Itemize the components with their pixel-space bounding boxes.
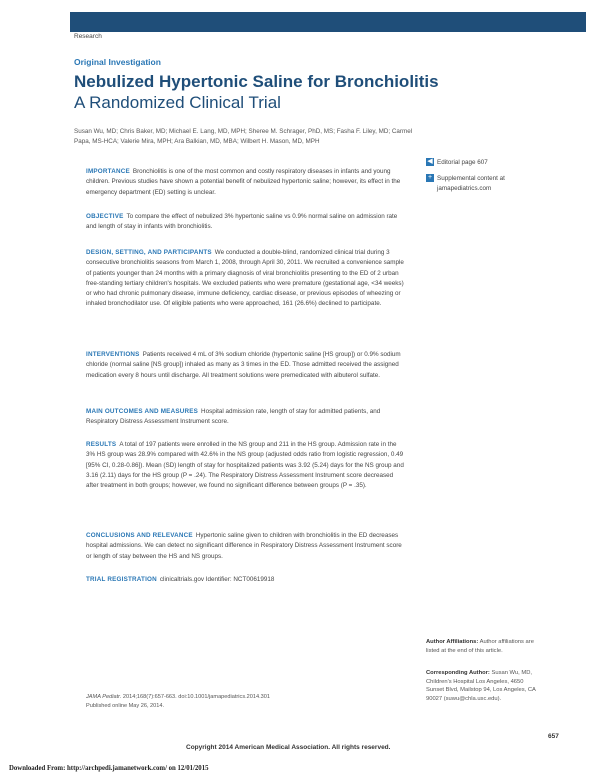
journal-header-bar [70, 12, 586, 32]
corresponding-author [426, 669, 538, 703]
trial-registration-link[interactable]: clinicaltrials.gov Identifier: NCT00619918 [159, 576, 275, 583]
abstract-label: IMPORTANCE [86, 168, 130, 175]
abstract-results [86, 440, 406, 491]
abstract-outcomes [86, 407, 406, 428]
citation-journal: JAMA Pediatr. [86, 694, 122, 700]
abstract-text: Patients received 4 mL of 3% sodium chloride (hypertonic saline [HS group]) or 0.9% sodium chloride (normal saline [NS group]) inhaled as many as 3 times in the ED. Those admitted received the assigned medication every 8 hours until discharge. All treatment solutions were premedicated with albuterol sulfate. [86, 351, 401, 379]
abstract-text: Hospital admission rate, length of stay for admitted patients, and Respiratory Distress Assessment Instrument score. [86, 408, 381, 426]
download-notice: Downloaded From: http://archpedi.jamanetwork.com/ on 12/01/2015 [9, 765, 209, 772]
author-affiliations [426, 638, 538, 655]
article-title: Nebulized Hypertonic Saline for Bronchiolitis [74, 72, 439, 91]
abstract-text: Hypertonic saline given to children with bronchiolitis in the ED decreases hospital admissions. We can detect no significant difference in Respiratory Distress Assessment Instrument score or length of stay between the HS and NS groups. [86, 532, 402, 560]
author-list: Susan Wu, MD; Chris Baker, MD; Michael E. Lang, MD, MPH; Sheree M. Schrager, PhD, MS; Fasha F. Liley, MD; Carmel Papa, MS-HCA; Valerie Mira, MPH; Ara Balkian, MD, MBA; Wilbert H. Mason, MD, MPH [74, 128, 413, 145]
page-number: 657 [548, 733, 559, 740]
editorial-link[interactable] [426, 158, 488, 168]
abstract-interventions [86, 350, 406, 381]
abstract-trial-registration [86, 575, 406, 585]
abstract-objective [86, 212, 406, 233]
plus-icon: + [427, 174, 433, 181]
corresponding-label: Corresponding Author: [426, 670, 490, 676]
editorial-text: Editorial page 607 [437, 159, 488, 166]
abstract-label: CONCLUSIONS AND RELEVANCE [86, 532, 193, 539]
supplemental-link[interactable] [426, 174, 536, 194]
abstract-label: DESIGN, SETTING, AND PARTICIPANTS [86, 249, 212, 256]
abstract-design [86, 248, 406, 310]
supplemental-text: Supplemental content at jamapediatrics.com [437, 175, 505, 192]
abstract-label: TRIAL REGISTRATION [86, 576, 157, 583]
abstract-importance [86, 167, 406, 198]
copyright: Copyright 2014 American Medical Association. All rights reserved. [186, 744, 391, 751]
arrow-left-icon: ◀ [427, 158, 433, 165]
citation [86, 693, 270, 710]
affiliations-text: Author affiliations are listed at the end of this article. [426, 639, 534, 654]
abstract-text: A total of 197 patients were enrolled in the NS group and 211 in the HS group. Admission rate in the 3% HS group was 28.9% compared with 42.6% in the NS group (adjusted odds ratio from logistic regression, 0.49 [95% CI, 0.28-0.86]). Mean (SD) length of stay for hospitalized patients was 3.92 (5.24) days for the NS group and 3.16 (2.11) days for the HS group (P = .24). The Respiratory Distress Assessment Instrument score decreased after treatment in both groups; however, we found no significant difference between groups (P = .35). [86, 441, 404, 490]
article-type: Original Investigation [74, 57, 161, 67]
corresponding-text: Susan Wu, MD, Children's Hospital Los Angeles, 4650 Sunset Blvd, Mailstop 94, Los Angeles, CA 90027 (suwu@chla.usc.edu). [426, 670, 536, 702]
abstract-conclusions [86, 531, 406, 562]
citation-details: 2014;168(7):657-663. doi:10.1001/jamapediatrics.2014.301 [122, 694, 271, 700]
abstract-label: MAIN OUTCOMES AND MEASURES [86, 408, 199, 415]
affiliations-label: Author Affiliations: [426, 639, 479, 645]
published-date: Published online May 26, 2014. [86, 702, 165, 709]
abstract-text: We conducted a double-blind, randomized clinical trial during 3 consecutive bronchiolitis seasons from March 1, 2008, through April 30, 2011. We recruited a convenience sample of patients younger than 24 months with a primary diagnosis of viral bronchiolitis presenting to the ED of 2 urban free-standing tertiary children's hospitals. We excluded patients who were premature (gestational age, <34 weeks) or who had chronic pulmonary disease, immune deficiency, cardiac disease, or previous episodes of wheezing or inhaled bronchodilator use. Of eligible patients who were approached, 161 (26.6%) declined to participate. [86, 249, 404, 308]
abstract-text: To compare the effect of nebulized 3% hypertonic saline vs 0.9% normal saline on admission rate and length of stay in infants with bronchiolitis. [86, 213, 398, 231]
abstract-text: Bronchiolitis is one of the most common and costly respiratory diseases in infants and young children. Previous studies have shown a potential benefit of nebulized hypertonic saline; however, its effect in the emergency department (ED) setting is unclear. [86, 168, 401, 196]
article-subtitle: A Randomized Clinical Trial [74, 93, 281, 112]
section-label: Research [74, 33, 102, 40]
abstract-label: RESULTS [86, 441, 117, 448]
abstract-label: OBJECTIVE [86, 213, 124, 220]
abstract-label: INTERVENTIONS [86, 351, 140, 358]
